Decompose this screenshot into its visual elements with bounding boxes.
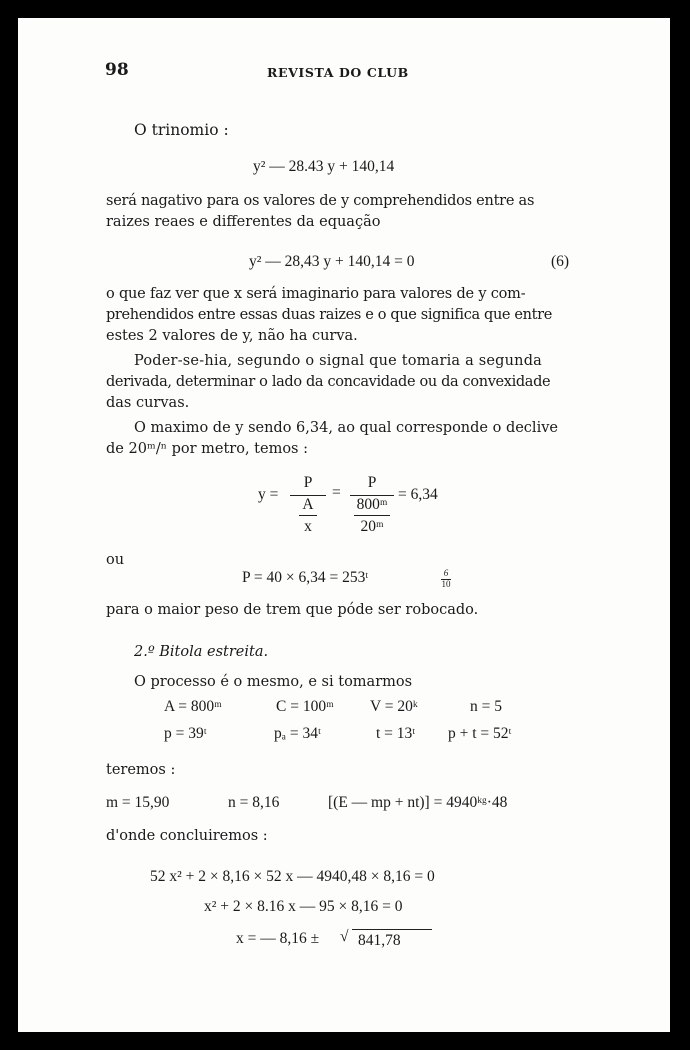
value-n: n = 5 <box>470 698 502 715</box>
paragraph-4-line-2: de 20ᵐ/ⁿ por metro, temos : <box>106 441 308 457</box>
equation-4: x² + 2 × 8.16 x — 95 × 8,16 = 0 <box>204 898 403 915</box>
value-p: p = 39ᵗ <box>164 725 207 742</box>
page-number: 98 <box>105 60 129 80</box>
ou-label: ou <box>106 552 125 568</box>
fraction-bar-3 <box>354 515 390 516</box>
equation-5-root: 841,78 <box>358 932 401 949</box>
fraction-20m: 20ᵐ <box>360 518 384 535</box>
teremos-label: teremos : <box>106 762 176 778</box>
paragraph-6: O processo é o mesmo, e si tomarmos <box>134 674 413 690</box>
fraction-result: = 6,34 <box>398 486 438 503</box>
paragraph-3-line-1: Poder-se-hia, segundo o signal que tomaria a segunda <box>134 353 543 369</box>
fraction-numerator-p-2: P <box>367 474 377 491</box>
paragraph-1-line-2: raizes reaes e differentes da equação <box>106 214 381 230</box>
value-n-2: n = 8,16 <box>228 794 280 811</box>
fraction-y: y = <box>258 486 279 503</box>
fraction-x: x <box>304 518 312 535</box>
fraction-bar-inner <box>299 515 317 516</box>
fraction-numerator-p-1: P <box>303 474 313 491</box>
equation-2: y² — 28,43 y + 140,14 = 0 <box>249 253 415 270</box>
value-t: t = 13ᵗ <box>376 725 416 742</box>
paragraph-2-line-3: estes 2 valores de y, não ha curva. <box>106 328 358 344</box>
running-title: REVISTA DO CLUB <box>267 65 409 80</box>
value-p-plus-t: p + t = 52ᵗ <box>448 725 512 742</box>
paragraph-2-line-1: o que faz ver que x será imaginario para valores de y com- <box>106 286 526 302</box>
section-heading: 2.º Bitola estreita. <box>134 644 269 660</box>
paragraph-2-line-2: prehendidos entre essas duas raizes e o que significa que entre <box>106 307 552 323</box>
equation-2-number: (6) <box>551 253 570 270</box>
sqrt-sign: √ <box>340 928 349 945</box>
value-c: C = 100ᵐ <box>276 698 334 715</box>
equation-p: P = 40 × 6,34 = 253ᵗ <box>242 569 369 586</box>
value-m: m = 15,90 <box>106 794 170 811</box>
equation-5-left: x = — 8,16 ± <box>236 930 320 947</box>
sqrt-bar <box>352 929 432 930</box>
paragraph-5: para o maior peso de trem que póde ser robocado. <box>106 602 479 618</box>
value-pa: pₐ = 34ᵗ <box>274 725 321 742</box>
trinomio-label: O trinomio : <box>134 121 229 139</box>
donde-label: d'onde concluiremos : <box>106 828 268 844</box>
equation-p-fraction-numerator: 6 <box>443 568 449 578</box>
value-v: V = 20ᵏ <box>370 698 418 715</box>
equation-p-fraction-denominator: 10 <box>441 579 451 589</box>
equation-3: 52 x² + 2 × 8,16 × 52 x — 4940,48 × 8,16 = 0 <box>150 868 435 885</box>
paragraph-1-line-1: será nagativo para os valores de y comprehendidos entre as <box>106 193 535 209</box>
fraction-800m: 800ᵐ <box>356 496 388 513</box>
equation-1: y² — 28.43 y + 140,14 <box>253 158 395 175</box>
value-a: A = 800ᵐ <box>164 698 222 715</box>
fraction-a: A <box>302 496 314 513</box>
value-e-expression: [(E — mp + nt)] = 4940ᵏᵍ·48 <box>328 794 508 811</box>
paragraph-4-line-1: O maximo de y sendo 6,34, ao qual corresponde o declive <box>134 420 558 436</box>
paragraph-3-line-3: das curvas. <box>106 395 190 411</box>
fraction-equals: = <box>332 484 341 501</box>
document-page <box>18 18 670 1032</box>
paragraph-3-line-2: derivada, determinar o lado da concavidade ou da convexidade <box>106 374 551 390</box>
